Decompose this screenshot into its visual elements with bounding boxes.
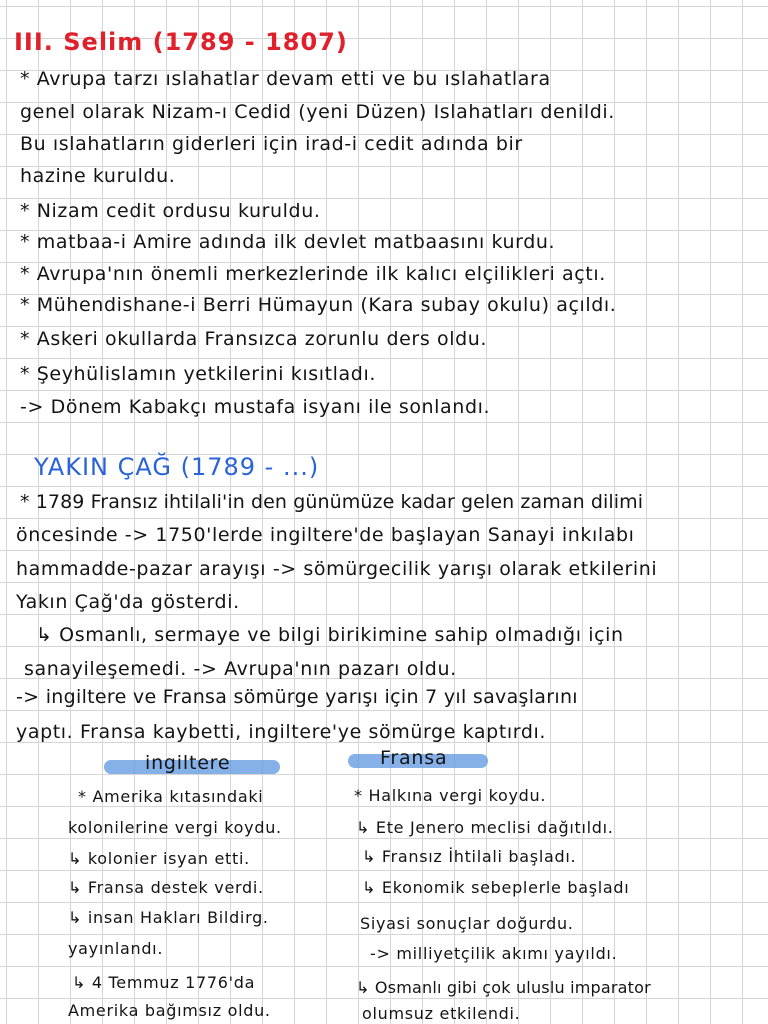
- note-line: sanayileşemedi. -> Avrupa'nın pazarı oldu.: [24, 658, 457, 680]
- note-line: * Şeyhülislamın yetkilerini kısıtladı.: [20, 363, 376, 385]
- note-line: * Mühendishane-i Berri Hümayun (Kara subay okulu) açıldı.: [20, 294, 617, 316]
- note-line: Bu ıslahatların giderleri için irad-i cedit adında bir: [20, 133, 523, 155]
- column-line: Amerika bağımsız oldu.: [68, 1001, 271, 1020]
- note-line: -> ingiltere ve Fransa sömürge yarışı için 7 yıl savaşlarını: [16, 686, 578, 708]
- note-line: * Avrupa tarzı ıslahatlar devam etti ve bu ıslahatlara: [20, 68, 551, 90]
- column-line: * Halkına vergi koydu.: [354, 786, 547, 805]
- column-line: ↳ Fransız İhtilali başladı.: [362, 847, 577, 866]
- note-line: genel olarak Nizam-ı Cedid (yeni Düzen) Islahatları denildi.: [20, 101, 615, 123]
- note-line: ↳ Osmanlı, sermaye ve bilgi birikimine sahip olmadığı için: [36, 624, 624, 646]
- note-line: * 1789 Fransız ihtilali'in den günümüze kadar gelen zaman dilimi: [20, 491, 644, 513]
- column-line: kolonilerine vergi koydu.: [68, 818, 282, 837]
- column-line: ↳ Fransa destek verdi.: [68, 878, 264, 897]
- column-heading-ingiltere: ingiltere: [145, 752, 231, 774]
- column-line: ↳ Osmanlı gibi çok uluslu imparator: [356, 978, 651, 997]
- section-title-yakin-cag: YAKIN ÇAĞ (1789 - ...): [34, 453, 320, 481]
- note-line: öncesinde -> 1750'lerde ingiltere'de başlayan Sanayi inkılabı: [16, 524, 635, 546]
- note-line: hazine kuruldu.: [20, 165, 176, 187]
- column-line: ↳ 4 Temmuz 1776'da: [72, 973, 256, 992]
- column-line: * Amerika kıtasındaki: [78, 787, 264, 806]
- note-line: yaptı. Fransa kaybetti, ingiltere'ye sömürge kaptırdı.: [16, 721, 546, 743]
- column-line: Siyasi sonuçlar doğurdu.: [360, 914, 574, 933]
- section-title-selim: III. Selim (1789 - 1807): [14, 28, 348, 56]
- column-line: yayınlandı.: [68, 939, 164, 958]
- note-line: Yakın Çağ'da gösterdi.: [16, 591, 240, 613]
- column-line: ↳ kolonier isyan etti.: [68, 849, 250, 868]
- note-line: * Askeri okullarda Fransızca zorunlu ders oldu.: [20, 328, 488, 350]
- column-heading-fransa: Fransa: [380, 747, 448, 769]
- column-line: ↳ Ete Jenero meclisi dağıtıldı.: [356, 818, 614, 837]
- note-line: * Nizam cedit ordusu kuruldu.: [20, 200, 321, 222]
- note-line: hammadde-pazar arayışı -> sömürgecilik yarışı olarak etkilerini: [16, 558, 658, 580]
- note-line: -> Dönem Kabakçı mustafa isyanı ile sonlandı.: [20, 396, 491, 418]
- note-line: * Avrupa'nın önemli merkezlerinde ilk kalıcı elçilikleri açtı.: [20, 263, 606, 285]
- column-line: -> milliyetçilik akımı yayıldı.: [370, 944, 618, 963]
- note-line: * matbaa-i Amire adında ilk devlet matbaasını kurdu.: [20, 231, 556, 253]
- column-line: ↳ insan Hakları Bildirg.: [68, 908, 269, 927]
- column-line: olumsuz etkilendi.: [362, 1004, 521, 1023]
- column-line: ↳ Ekonomik sebeplerle başladı: [362, 878, 630, 897]
